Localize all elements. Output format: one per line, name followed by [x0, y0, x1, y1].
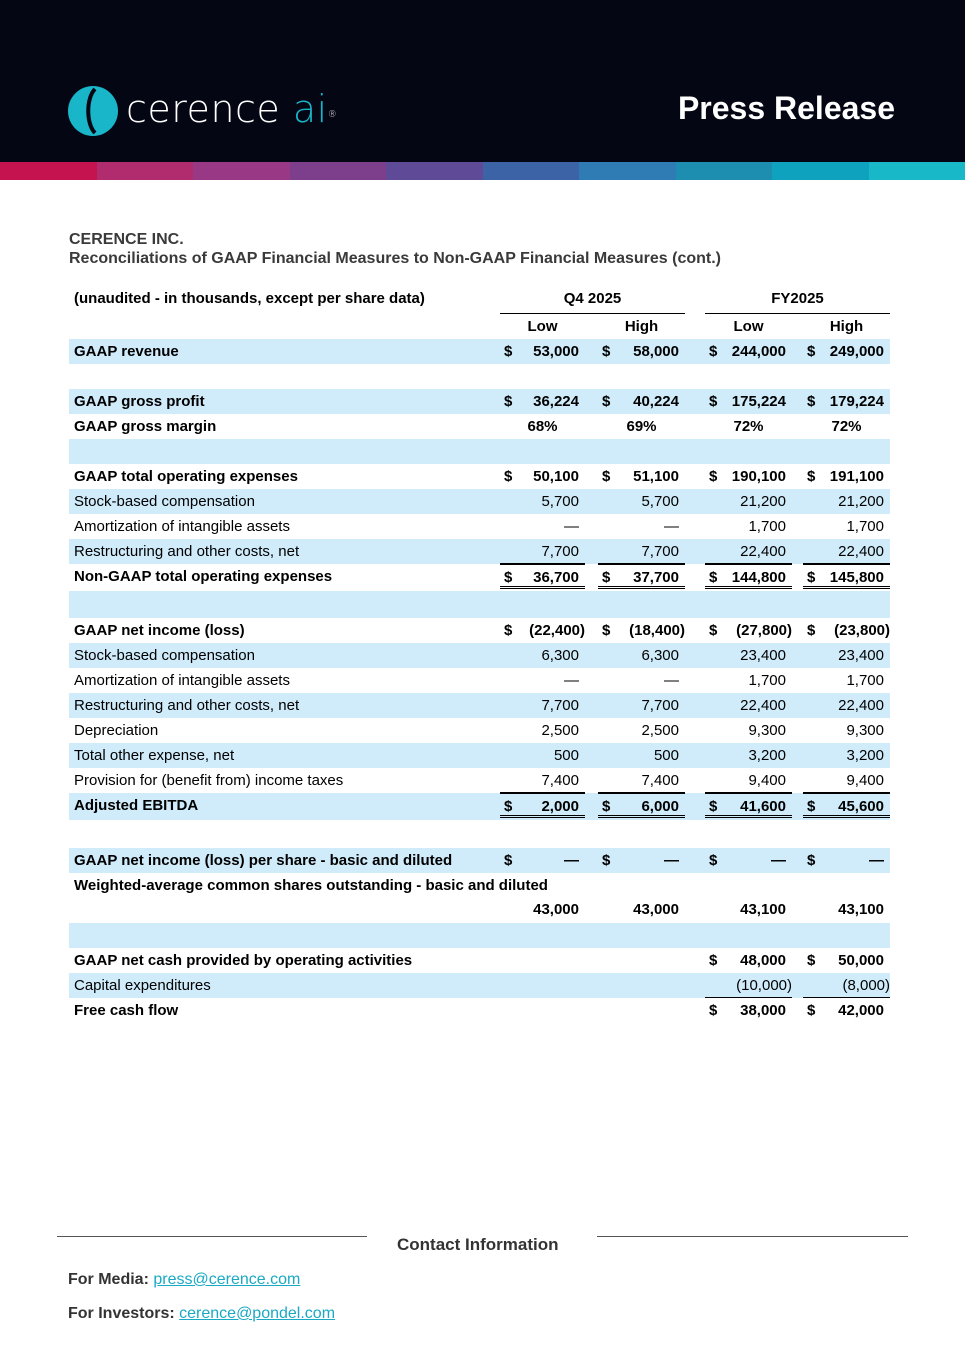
cell-value: 1,700	[846, 672, 884, 689]
cell-value: (27,800)	[736, 622, 792, 639]
value-cell	[803, 668, 890, 693]
logo-wordmark: cerence ai®	[126, 87, 338, 131]
value-cell	[803, 718, 890, 743]
value-cell	[598, 718, 685, 743]
value-cell	[598, 539, 685, 564]
stripe-segment	[0, 162, 97, 180]
table-row-eps	[69, 848, 890, 873]
cell-value: 9,400	[846, 772, 884, 789]
row-label: Depreciation	[74, 722, 159, 739]
cell-value: 500	[553, 747, 579, 764]
table-row-total-opex	[69, 464, 890, 489]
cell-value: 36,224	[533, 393, 579, 410]
value-cell	[598, 464, 685, 489]
value-cell	[803, 848, 890, 873]
cell-value: 43,100	[838, 901, 884, 918]
currency-symbol: $	[807, 952, 816, 969]
cell-value: 69%	[626, 418, 657, 435]
value-cell	[598, 643, 685, 668]
currency-symbol: $	[807, 569, 816, 586]
subheader-fy-low: Low	[733, 318, 764, 335]
value-cell	[500, 514, 585, 539]
cell-value: 72%	[831, 418, 862, 435]
stripe-segment	[579, 162, 676, 180]
unit-label: (unaudited - in thousands, except per share data)	[74, 290, 425, 307]
cell-value: —	[869, 852, 884, 869]
reconciliation-table	[69, 286, 890, 1023]
value-cell	[705, 643, 792, 668]
value-cell	[803, 768, 890, 793]
row-label: GAAP net income (loss) per share - basic and diluted	[74, 852, 453, 869]
value-cell	[598, 414, 685, 439]
row-label: Amortization of intangible assets	[74, 518, 290, 535]
currency-symbol: $	[504, 393, 513, 410]
value-cell	[803, 948, 890, 973]
currency-symbol: $	[602, 569, 611, 586]
table-row-restr2	[69, 693, 890, 718]
currency-symbol: $	[807, 1002, 816, 1019]
investors-email-link[interactable]: cerence@pondel.com	[179, 1305, 336, 1322]
press-release-title: Press Release	[677, 90, 895, 126]
value-cell	[500, 718, 585, 743]
currency-symbol: $	[807, 852, 816, 869]
cell-value: 53,000	[533, 343, 579, 360]
cell-value: 50,000	[838, 952, 884, 969]
table-subheader	[69, 314, 890, 339]
cell-value: —	[564, 518, 579, 535]
color-stripe	[0, 162, 965, 180]
table-header	[69, 286, 890, 314]
cell-value: 145,800	[829, 569, 884, 586]
cell-value: —	[771, 852, 786, 869]
value-cell	[803, 464, 890, 489]
cell-value: —	[564, 672, 579, 689]
stripe-segment	[483, 162, 580, 180]
value-cell	[803, 897, 890, 922]
report-subtitle: Reconciliations of GAAP Financial Measures to Non-GAAP Financial Measures (cont.)	[69, 250, 721, 267]
value-cell	[803, 618, 890, 643]
cell-value: 45,600	[838, 798, 884, 815]
value-cell	[598, 897, 685, 922]
cell-value: 7,700	[541, 697, 579, 714]
value-cell	[500, 768, 585, 793]
row-label: Capital expenditures	[74, 977, 211, 994]
value-cell	[705, 489, 792, 514]
value-cell	[803, 998, 890, 1023]
value-cell	[803, 793, 890, 818]
row-label: GAAP net income (loss)	[74, 622, 245, 639]
table-row-ocf	[69, 948, 890, 973]
table-row-sbc2	[69, 643, 890, 668]
row-label: GAAP total operating expenses	[74, 468, 298, 485]
subheader-fy-high: High	[829, 318, 864, 335]
stripe-segment	[386, 162, 483, 180]
currency-symbol: $	[504, 569, 513, 586]
media-contact	[68, 1271, 300, 1289]
stripe-segment	[193, 162, 290, 180]
value-cell	[803, 539, 890, 564]
value-cell	[500, 564, 585, 589]
table-row-shares	[69, 873, 890, 923]
currency-symbol: $	[709, 1002, 718, 1019]
row-label: Stock-based compensation	[74, 493, 255, 510]
value-cell	[598, 514, 685, 539]
cell-value: 144,800	[731, 569, 786, 586]
spacer-row	[69, 364, 890, 389]
row-label: Non-GAAP total operating expenses	[74, 568, 333, 585]
row-label: Adjusted EBITDA	[74, 797, 199, 814]
table-row-amort1	[69, 514, 890, 539]
value-cell	[803, 973, 890, 998]
currency-symbol: $	[504, 852, 513, 869]
value-cell	[705, 998, 792, 1023]
value-cell	[500, 897, 585, 922]
value-cell	[500, 414, 585, 439]
row-label: Free cash flow	[74, 1002, 179, 1019]
group-fy2025: FY2025	[705, 286, 890, 314]
cell-value: 43,000	[533, 901, 579, 918]
value-cell	[705, 618, 792, 643]
cell-value: 22,400	[740, 543, 786, 560]
cell-value: 21,200	[838, 493, 884, 510]
cell-value: 9,400	[748, 772, 786, 789]
row-label: GAAP gross profit	[74, 393, 205, 410]
row-label: GAAP net cash provided by operating activities	[74, 952, 413, 969]
cell-value: 51,100	[633, 468, 679, 485]
spacer-row	[69, 439, 890, 464]
cell-value: 5,700	[541, 493, 579, 510]
cell-value: 249,000	[829, 343, 884, 360]
currency-symbol: $	[807, 393, 816, 410]
stripe-segment	[772, 162, 869, 180]
currency-symbol: $	[602, 393, 611, 410]
row-label: GAAP revenue	[74, 343, 179, 360]
cell-value: 244,000	[731, 343, 786, 360]
cell-value: (18,400)	[629, 622, 685, 639]
cell-value: 42,000	[838, 1002, 884, 1019]
currency-symbol: $	[602, 798, 611, 815]
cell-value: 190,100	[731, 468, 786, 485]
cell-value: 50,100	[533, 468, 579, 485]
currency-symbol: $	[602, 852, 611, 869]
cell-value: (22,400)	[529, 622, 585, 639]
currency-symbol: $	[709, 798, 718, 815]
stripe-segment	[290, 162, 387, 180]
table-row-ebitda	[69, 793, 890, 820]
row-label: Amortization of intangible assets	[74, 672, 290, 689]
cell-value: (23,800)	[834, 622, 890, 639]
currency-symbol: $	[807, 798, 816, 815]
cell-value: 175,224	[731, 393, 786, 410]
value-cell	[500, 848, 585, 873]
currency-symbol: $	[807, 468, 816, 485]
investor-contact	[68, 1305, 335, 1323]
cell-value: 2,500	[541, 722, 579, 739]
cell-value: 6,000	[641, 798, 679, 815]
cell-value: 48,000	[740, 952, 786, 969]
cerence-logo-icon	[68, 86, 118, 136]
value-cell	[500, 489, 585, 514]
value-cell	[803, 489, 890, 514]
cell-value: 9,300	[846, 722, 884, 739]
value-cell	[598, 389, 685, 414]
company-name: CERENCE INC.	[69, 231, 184, 248]
value-cell	[705, 693, 792, 718]
value-cell	[598, 339, 685, 364]
value-cell	[705, 464, 792, 489]
cell-value: 2,000	[541, 798, 579, 815]
table-row-net-income	[69, 618, 890, 643]
cell-value: 500	[653, 747, 679, 764]
currency-symbol: $	[602, 468, 611, 485]
cerence-logo	[68, 86, 348, 138]
cell-value: 7,400	[641, 772, 679, 789]
cell-value: 1,700	[748, 672, 786, 689]
value-cell	[803, 564, 890, 589]
cell-value: 22,400	[838, 543, 884, 560]
value-cell	[500, 668, 585, 693]
group-q4-2025: Q4 2025	[500, 286, 685, 314]
table-row-gaap-revenue	[69, 339, 890, 364]
value-cell	[598, 693, 685, 718]
contact-divider-left	[57, 1236, 367, 1237]
page-header	[0, 0, 965, 162]
table-row-nongaap-opex	[69, 564, 890, 591]
table-row-gross-profit	[69, 389, 890, 414]
cell-value: 43,100	[740, 901, 786, 918]
cell-value: —	[664, 852, 679, 869]
subheader-q4-high: High	[624, 318, 659, 335]
cell-value: 1,700	[846, 518, 884, 535]
cell-value: 36,700	[533, 569, 579, 586]
cell-value: 191,100	[829, 468, 884, 485]
value-cell	[705, 339, 792, 364]
value-cell	[705, 514, 792, 539]
cell-value: 37,700	[633, 569, 679, 586]
value-cell	[705, 768, 792, 793]
row-label: Total other expense, net	[74, 747, 235, 764]
cell-value: 3,200	[748, 747, 786, 764]
cell-value: 9,300	[748, 722, 786, 739]
table-row-sbc1	[69, 489, 890, 514]
media-email-link[interactable]: press@cerence.com	[153, 1271, 301, 1288]
currency-symbol: $	[602, 343, 611, 360]
currency-symbol: $	[504, 622, 513, 639]
value-cell	[705, 668, 792, 693]
value-cell	[705, 539, 792, 564]
cell-value: 7,700	[641, 697, 679, 714]
value-cell	[500, 743, 585, 768]
value-cell	[598, 564, 685, 589]
value-cell	[803, 643, 890, 668]
currency-symbol: $	[709, 343, 718, 360]
value-cell	[803, 339, 890, 364]
value-cell	[705, 793, 792, 818]
value-cell	[803, 693, 890, 718]
subheader-q4-low: Low	[527, 318, 558, 335]
value-cell	[598, 848, 685, 873]
cell-value: 22,400	[740, 697, 786, 714]
row-label: Restructuring and other costs, net	[74, 697, 300, 714]
cell-value: 7,700	[541, 543, 579, 560]
currency-symbol: $	[709, 852, 718, 869]
cell-value: 23,400	[740, 647, 786, 664]
value-cell	[500, 793, 585, 818]
media-label: For Media:	[68, 1271, 149, 1288]
value-cell	[705, 564, 792, 589]
value-cell	[705, 897, 792, 922]
cell-value: —	[564, 852, 579, 869]
cell-value: 40,224	[633, 393, 679, 410]
value-cell	[705, 948, 792, 973]
value-cell	[705, 718, 792, 743]
value-cell	[500, 389, 585, 414]
spacer-row	[69, 591, 890, 618]
table-row-capex	[69, 973, 890, 998]
cell-value: 7,400	[541, 772, 579, 789]
currency-symbol: $	[709, 569, 718, 586]
table-row-amort2	[69, 668, 890, 693]
table-row-tax	[69, 768, 890, 793]
cell-value: —	[664, 518, 679, 535]
value-cell	[803, 514, 890, 539]
currency-symbol: $	[709, 952, 718, 969]
value-cell	[705, 848, 792, 873]
cell-value: 21,200	[740, 493, 786, 510]
cell-value: 23,400	[838, 647, 884, 664]
cell-value: (8,000)	[842, 977, 890, 994]
cell-value: 3,200	[846, 747, 884, 764]
value-cell	[598, 489, 685, 514]
row-label: Weighted-average common shares outstanding - basic and diluted	[74, 877, 548, 894]
cell-value: 6,300	[541, 647, 579, 664]
currency-symbol: $	[807, 622, 816, 639]
value-cell	[500, 693, 585, 718]
value-cell	[500, 339, 585, 364]
cell-value: 41,600	[740, 798, 786, 815]
table-row-fcf	[69, 998, 890, 1023]
cell-value: 6,300	[641, 647, 679, 664]
currency-symbol: $	[807, 343, 816, 360]
row-label: Restructuring and other costs, net	[74, 543, 300, 560]
investors-label: For Investors:	[68, 1305, 175, 1322]
table-row-other-exp	[69, 743, 890, 768]
value-cell	[598, 743, 685, 768]
value-cell	[598, 768, 685, 793]
currency-symbol: $	[504, 343, 513, 360]
value-cell	[705, 414, 792, 439]
contact-divider-right	[597, 1236, 908, 1237]
value-cell	[705, 743, 792, 768]
value-cell	[803, 414, 890, 439]
cell-value: —	[664, 672, 679, 689]
cell-value: 1,700	[748, 518, 786, 535]
cell-value: 58,000	[633, 343, 679, 360]
row-label: GAAP gross margin	[74, 418, 217, 435]
value-cell	[705, 389, 792, 414]
value-cell	[598, 793, 685, 818]
currency-symbol: $	[709, 393, 718, 410]
value-cell	[500, 539, 585, 564]
currency-symbol: $	[709, 468, 718, 485]
table-body	[69, 339, 890, 1023]
cell-value: 2,500	[641, 722, 679, 739]
value-cell	[803, 743, 890, 768]
value-cell	[803, 389, 890, 414]
value-cell	[500, 464, 585, 489]
currency-symbol: $	[709, 622, 718, 639]
value-cell	[500, 618, 585, 643]
row-label: Provision for (benefit from) income taxes	[74, 772, 344, 789]
stripe-segment	[869, 162, 965, 180]
value-cell	[705, 973, 792, 998]
cell-value: 72%	[733, 418, 764, 435]
table-row-restr1	[69, 539, 890, 564]
stripe-segment	[97, 162, 194, 180]
currency-symbol: $	[504, 798, 513, 815]
table-row-depr	[69, 718, 890, 743]
cell-value: (10,000)	[736, 977, 792, 994]
cell-value: 179,224	[829, 393, 884, 410]
cell-value: 5,700	[641, 493, 679, 510]
contact-title: Contact Information	[397, 1235, 559, 1254]
currency-symbol: $	[602, 622, 611, 639]
currency-symbol: $	[504, 468, 513, 485]
spacer-row	[69, 820, 890, 848]
cell-value: 38,000	[740, 1002, 786, 1019]
value-cell	[598, 618, 685, 643]
cell-value: 7,700	[641, 543, 679, 560]
table-row-gross-margin	[69, 414, 890, 439]
cell-value: 22,400	[838, 697, 884, 714]
value-cell	[500, 643, 585, 668]
cell-value: 43,000	[633, 901, 679, 918]
cell-value: 68%	[527, 418, 558, 435]
row-label: Stock-based compensation	[74, 647, 255, 664]
value-cell	[598, 668, 685, 693]
spacer-row	[69, 923, 890, 948]
stripe-segment	[676, 162, 773, 180]
